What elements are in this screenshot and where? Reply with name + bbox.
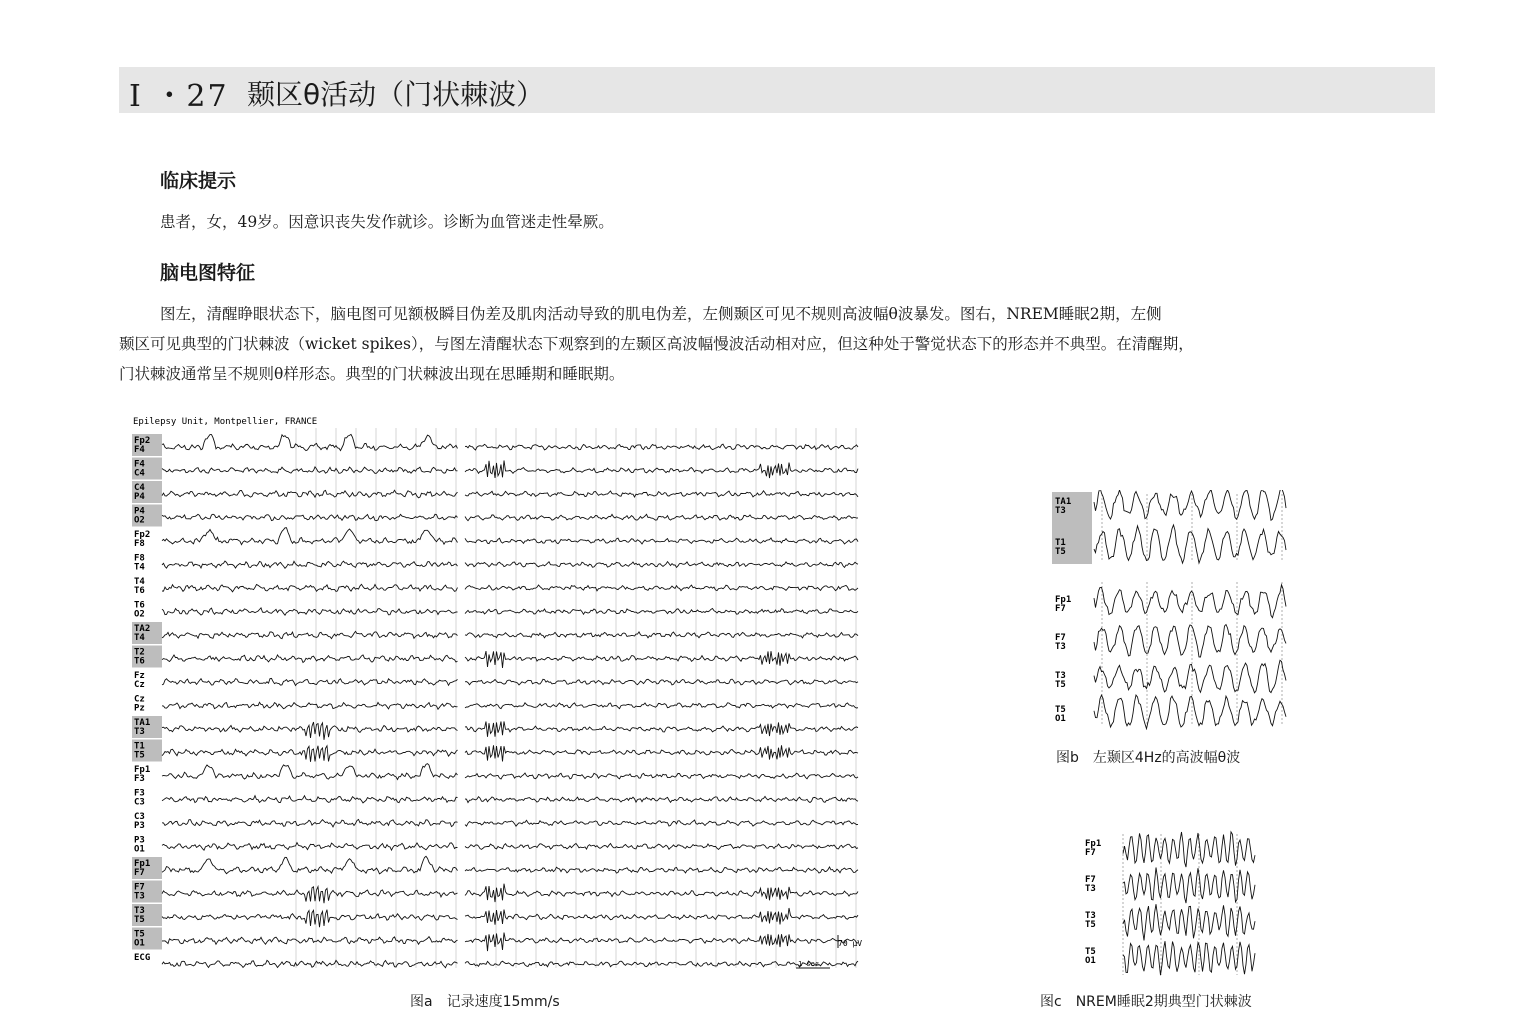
eeg-trace bbox=[465, 796, 858, 802]
eeg-trace bbox=[465, 867, 858, 873]
eeg-trace bbox=[1094, 490, 1286, 520]
eeg-text-line-2: 颞区可见典型的门状棘波（wicket spikes），与图左清醒状态下观察到的左颞区高波幅慢波活动相对应，但这种处于警觉状态下的形态并不典型。在清醒期， bbox=[119, 335, 1194, 353]
eeg-trace bbox=[465, 632, 858, 638]
eeg-figure-c bbox=[1083, 830, 1258, 978]
eeg-trace bbox=[1094, 695, 1286, 729]
eeg-trace bbox=[465, 820, 858, 826]
channel-label-top: T6 bbox=[134, 600, 145, 611]
channel-label-bottom: T5 bbox=[134, 750, 145, 761]
eeg-trace bbox=[162, 937, 458, 945]
channel-label-bottom: Pz bbox=[134, 703, 145, 714]
time-scale-label: 1 sec bbox=[798, 960, 820, 968]
eeg-trace bbox=[465, 844, 858, 850]
eeg-trace bbox=[465, 933, 858, 952]
clinical-heading: 临床提示 bbox=[160, 170, 237, 192]
eeg-trace bbox=[162, 434, 458, 450]
eeg-trace bbox=[1094, 585, 1286, 618]
channel-label-bottom: C4 bbox=[134, 468, 145, 479]
eeg-trace bbox=[162, 764, 458, 780]
eeg-trace bbox=[162, 887, 458, 904]
channel-label-top: TA1 bbox=[1055, 497, 1072, 507]
channel-label-top: F4 bbox=[134, 459, 145, 470]
eeg-trace bbox=[465, 679, 858, 685]
channel-label-top: P4 bbox=[134, 506, 145, 517]
section-number: I ・27 bbox=[129, 79, 229, 114]
channel-label-top: C3 bbox=[134, 812, 145, 822]
title-bar bbox=[119, 67, 1435, 113]
wicket-trace bbox=[1123, 868, 1255, 904]
eeg-trace bbox=[465, 538, 858, 544]
channel-label-bottom: Cz bbox=[134, 680, 145, 690]
eeg-figure-b bbox=[1052, 490, 1292, 730]
channel-label-bottom: F7 bbox=[134, 868, 145, 878]
eeg-text-line-1: 图左，清醒睁眼状态下，脑电图可见额极瞬目伪差及肌肉活动导致的肌电伪差，左侧颞区可见不规则高波幅θ波暴发。图右，NREM睡眠2期，左侧 bbox=[160, 305, 1162, 323]
channel-label-bottom: T5 bbox=[1085, 920, 1096, 930]
channel-label-bottom: O1 bbox=[1055, 714, 1066, 724]
eeg-trace bbox=[1094, 625, 1286, 658]
channel-label-top: T5 bbox=[1085, 947, 1096, 957]
channel-label-top: Fp1 bbox=[134, 859, 151, 869]
eeg-trace bbox=[162, 514, 458, 520]
channel-label-top: C4 bbox=[134, 483, 145, 493]
channel-label-bottom: O1 bbox=[134, 844, 145, 855]
channel-label-top: T1 bbox=[134, 741, 145, 752]
channel-label-bottom: F3 bbox=[134, 774, 145, 784]
eeg-trace bbox=[465, 745, 858, 761]
eeg-trace bbox=[162, 819, 458, 827]
channel-label-bottom: T4 bbox=[134, 562, 145, 573]
channel-label-top: Fz bbox=[134, 671, 145, 681]
figure-a-caption: 图a 记录速度15mm/s bbox=[410, 994, 560, 1010]
eeg-trace bbox=[465, 908, 858, 925]
channel-label-bottom: T3 bbox=[1055, 642, 1066, 652]
channel-label-top: T3 bbox=[1085, 911, 1096, 921]
channel-label-top: T5 bbox=[134, 929, 145, 940]
channel-label-bottom: T3 bbox=[1055, 506, 1066, 516]
channel-label-bottom: T5 bbox=[1055, 680, 1066, 690]
eeg-trace bbox=[465, 585, 858, 591]
eeg-trace bbox=[162, 843, 458, 851]
channel-label-top: T3 bbox=[134, 906, 145, 916]
channel-label-bottom: T6 bbox=[134, 586, 145, 596]
channel-label-top: Fp2 bbox=[134, 530, 151, 540]
eeg-trace bbox=[162, 746, 458, 762]
eeg-trace bbox=[465, 773, 858, 779]
channel-label-bottom: P4 bbox=[134, 492, 145, 502]
figure-a-header: Epilepsy Unit, Montpellier, FRANCE bbox=[133, 417, 318, 427]
channel-label-top: F8 bbox=[134, 553, 145, 564]
channel-label-top: Cz bbox=[134, 694, 145, 705]
eeg-trace bbox=[465, 461, 858, 479]
channel-label-bottom: T3 bbox=[134, 891, 145, 902]
channel-label-top: T2 bbox=[134, 647, 145, 658]
channel-label-top: Fp1 bbox=[1055, 595, 1072, 605]
wicket-trace bbox=[1123, 832, 1255, 867]
wicket-trace bbox=[1123, 941, 1255, 975]
channel-label-bottom: T3 bbox=[134, 727, 145, 737]
channel-label-bottom: T3 bbox=[1085, 884, 1096, 894]
channel-label-bottom: O2 bbox=[134, 609, 145, 620]
channel-label-top: F7 bbox=[134, 882, 145, 893]
eeg-trace bbox=[162, 655, 458, 663]
channel-label-bottom: O2 bbox=[134, 515, 145, 526]
figure-c-caption: 图c NREM睡眠2期典型门状棘波 bbox=[1040, 994, 1252, 1010]
eeg-trace bbox=[465, 562, 858, 568]
channel-label-top: Fp2 bbox=[134, 436, 151, 446]
eeg-trace bbox=[1094, 660, 1286, 693]
channel-label-bottom: F7 bbox=[1085, 848, 1096, 858]
eeg-trace bbox=[465, 721, 858, 736]
channel-label-top: F7 bbox=[1085, 875, 1096, 885]
eeg-trace bbox=[465, 609, 858, 615]
eeg-trace bbox=[162, 561, 458, 568]
channel-label-bottom: T6 bbox=[134, 656, 145, 667]
page-title: 颞区θ活动（门状棘波） bbox=[247, 78, 545, 111]
eeg-heading: 脑电图特征 bbox=[160, 262, 256, 284]
channel-label-top: T1 bbox=[1055, 538, 1066, 548]
channel-label-top: P3 bbox=[134, 835, 145, 846]
channel-label-top: TA2 bbox=[134, 624, 151, 634]
channel-label-bottom: O1 bbox=[134, 938, 145, 949]
eeg-trace bbox=[162, 490, 458, 498]
eeg-trace bbox=[465, 703, 858, 709]
channel-label-bottom: T4 bbox=[134, 633, 145, 643]
channel-label-top: F7 bbox=[1055, 633, 1066, 643]
amplitude-scale-label: 70 μV bbox=[838, 939, 862, 948]
channel-label-top: T5 bbox=[1055, 705, 1066, 715]
eeg-trace bbox=[465, 491, 858, 497]
channel-label-bottom: F8 bbox=[134, 539, 145, 549]
eeg-trace bbox=[465, 884, 858, 902]
channel-label-bottom: T5 bbox=[1055, 547, 1066, 557]
eeg-trace bbox=[162, 584, 458, 592]
channel-label-top: Fp1 bbox=[134, 765, 151, 775]
eeg-trace bbox=[1094, 525, 1286, 563]
eeg-trace bbox=[465, 514, 858, 520]
channel-label-top: T3 bbox=[1055, 671, 1066, 681]
channel-label-top: T4 bbox=[134, 577, 145, 587]
channel-label-top: TA1 bbox=[134, 718, 151, 728]
channel-label-bottom: F4 bbox=[134, 445, 145, 455]
eeg-trace bbox=[162, 702, 458, 709]
eeg-trace bbox=[162, 856, 458, 874]
channel-label-top: Fp1 bbox=[1085, 839, 1102, 849]
eeg-figure-a bbox=[130, 413, 862, 975]
eeg-trace bbox=[162, 796, 458, 803]
eeg-trace bbox=[162, 631, 458, 638]
eeg-trace bbox=[465, 651, 858, 668]
eeg-trace bbox=[465, 444, 858, 450]
eeg-trace bbox=[162, 528, 458, 545]
channel-label-bottom: P3 bbox=[134, 821, 145, 831]
eeg-trace bbox=[162, 722, 458, 740]
eeg-trace bbox=[162, 960, 458, 967]
channel-label-bottom: O1 bbox=[1085, 956, 1096, 966]
clinical-text: 患者，女，49岁。因意识丧失发作就诊。诊断为血管迷走性晕厥。 bbox=[160, 213, 614, 231]
wicket-trace bbox=[1123, 904, 1255, 940]
eeg-trace bbox=[162, 910, 458, 928]
eeg-text-line-3: 门状棘波通常呈不规则θ样形态。典型的门状棘波出现在思睡期和睡眠期。 bbox=[119, 365, 625, 383]
channel-label-bottom: T5 bbox=[134, 915, 145, 925]
eeg-trace bbox=[162, 678, 458, 685]
figure-b-caption: 图b 左颞区4Hz的高波幅θ波 bbox=[1056, 750, 1241, 766]
channel-label-top: ECG bbox=[134, 953, 151, 963]
channel-label-bottom: F7 bbox=[1055, 604, 1066, 614]
channel-label-bottom: C3 bbox=[134, 797, 145, 808]
eeg-trace bbox=[162, 608, 458, 615]
eeg-trace bbox=[162, 467, 458, 474]
channel-label-top: F3 bbox=[134, 788, 145, 799]
